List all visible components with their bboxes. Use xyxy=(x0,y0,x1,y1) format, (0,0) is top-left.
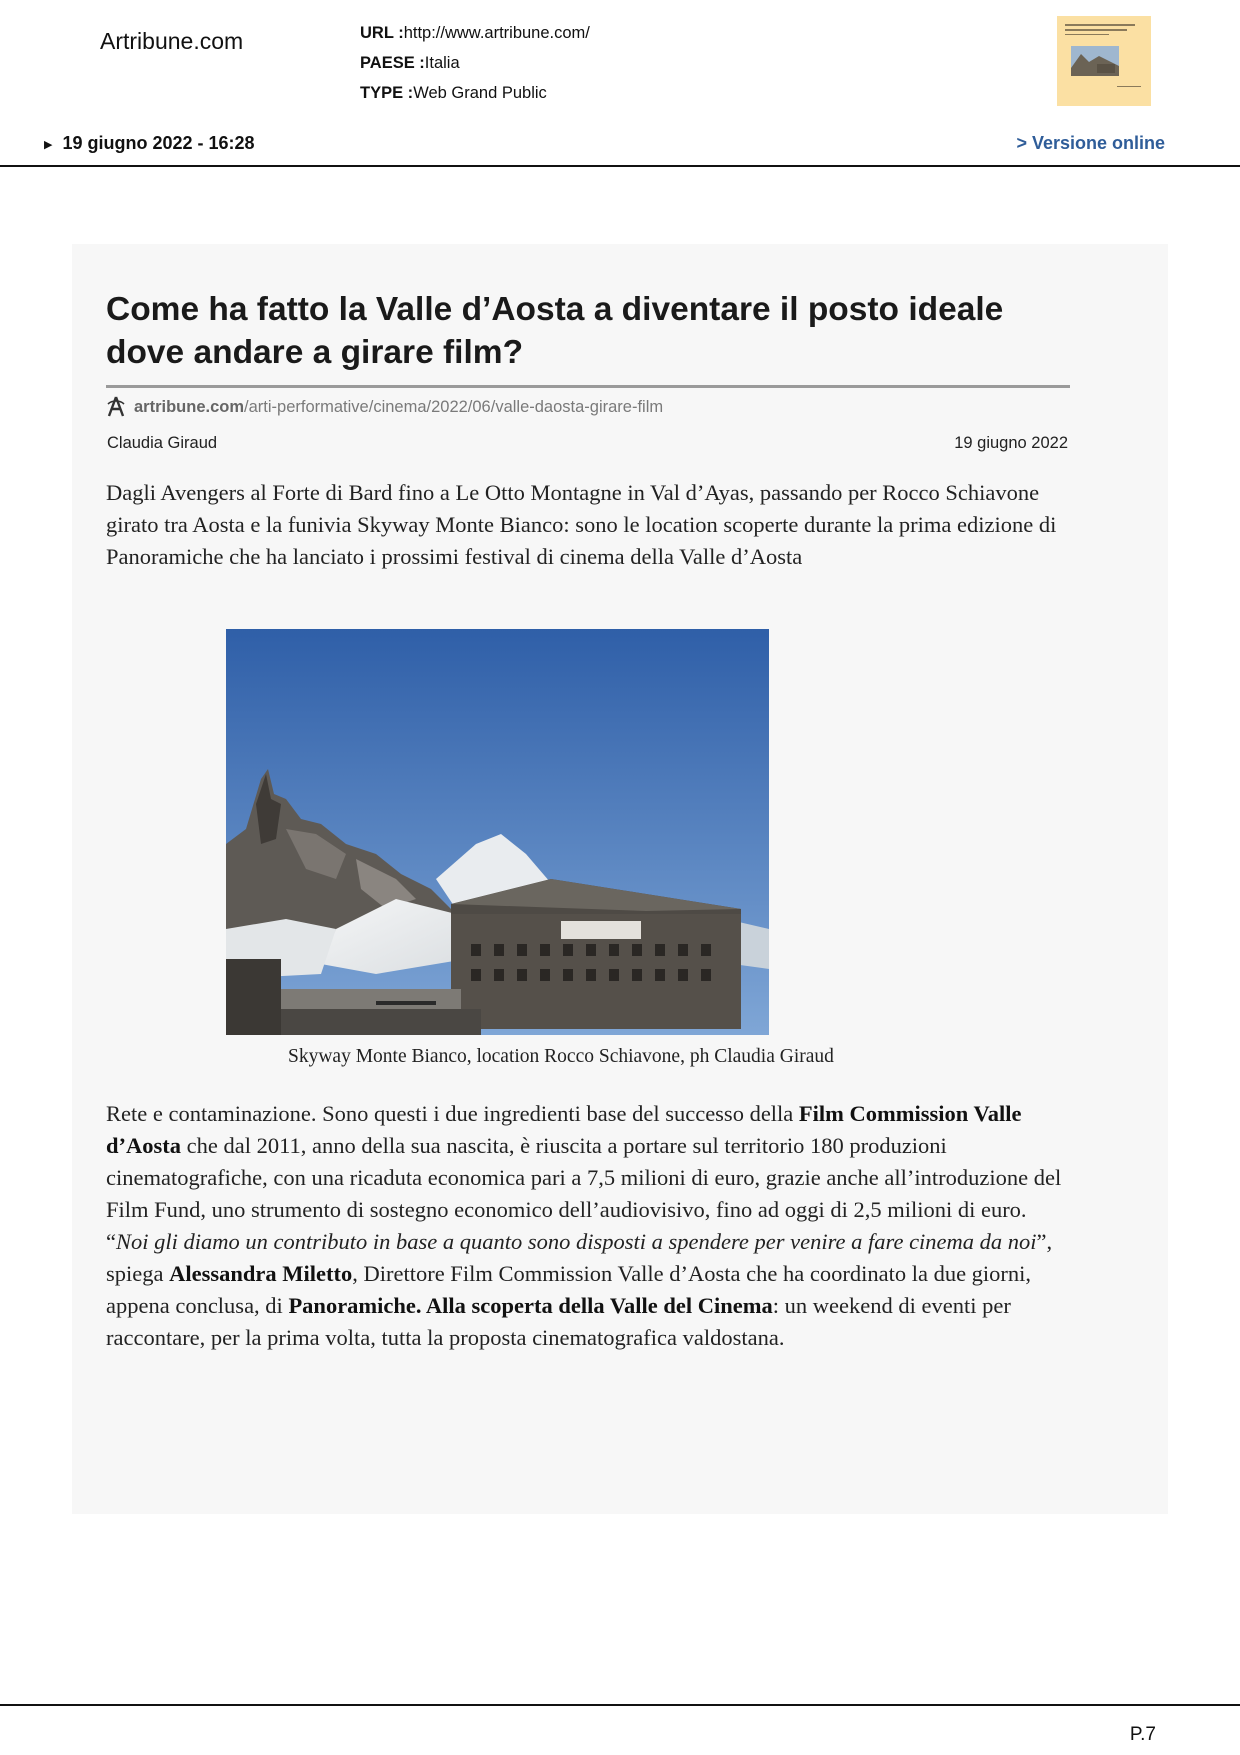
footer-divider xyxy=(0,1704,1240,1706)
page-thumbnail[interactable] xyxy=(1057,16,1151,106)
url-row xyxy=(360,18,590,48)
article-body xyxy=(106,1098,1066,1354)
artribune-logo-icon xyxy=(106,396,126,418)
type-value: Web Grand Public xyxy=(413,84,547,102)
article-title: Come ha fatto la Valle d’Aosta a diventare il posto ideale dove andare a girare film? xyxy=(106,291,1004,371)
photo-caption: Skyway Monte Bianco, location Rocco Schiavone, ph Claudia Giraud xyxy=(288,1046,834,1067)
source-path: /arti-performative/cinema/2022/06/valle-daosta-girare-film xyxy=(244,397,664,416)
body-part-3: ”, spiega xyxy=(106,1229,1053,1286)
article-lead: Dagli Avengers al Forte di Bard fino a Le Otto Montagne in Val d’Ayas, passando per Rocco Schiavone girato tra Aosta e la funivia Skyway Monte Bianco: sono le location scoperte durante la prima edizione di Panoramiche che ha lanciato i prossimi festival di cinema della Valle d’Aosta xyxy=(106,480,1057,569)
body-bold-miletto: Alessandra Miletto xyxy=(169,1261,353,1286)
url-value[interactable]: http://www.artribune.com/ xyxy=(403,24,590,42)
site-name: Artribune.com xyxy=(100,28,244,54)
article-photo xyxy=(226,629,769,1035)
body-part-1: Rete e contaminazione. Sono questi i due ingredienti base del successo della xyxy=(106,1101,799,1126)
body-part-2: che dal 2011, anno della sua nascita, è riuscita a portare sul territorio 180 produzioni cinematografiche, con una ricaduta economica pari a 7,5 milioni di euro, grazie anche all’introduzione del Film Fund, uno strumento di sostegno economico dell’audiovisivo, fino ad oggi di 2,5 milioni di euro. “ xyxy=(106,1133,1062,1254)
article-author: Claudia Giraud xyxy=(107,434,218,452)
play-triangle-icon: ▶ xyxy=(44,139,53,151)
body-part-5: : un weekend di eventi per raccontare, per la prima volta, tutta la proposta cinematografica valdostana. xyxy=(106,1293,1011,1350)
page-number: P.7 xyxy=(1129,1724,1156,1745)
title-divider xyxy=(106,385,1070,388)
source-url[interactable] xyxy=(106,396,663,418)
source-metadata xyxy=(360,18,590,108)
article-date: 19 giugno 2022 xyxy=(954,434,1068,452)
datetime-text: 19 giugno 2022 - 16:28 xyxy=(62,133,255,153)
source-host: artribune.com xyxy=(134,397,245,416)
clipping-datetime xyxy=(44,133,255,154)
body-part-4: , Direttore Film Commission Valle d’Aosta che ha coordinato la due giorni, appena conclusa, di xyxy=(106,1261,1032,1318)
online-version-link[interactable]: > Versione online xyxy=(1016,133,1165,153)
country-value: Italia xyxy=(424,54,460,72)
header-divider xyxy=(0,165,1240,167)
type-row xyxy=(360,78,590,108)
country-label: PAESE : xyxy=(360,54,425,72)
type-label: TYPE : xyxy=(360,84,414,102)
body-bold-film-commission: Film Commission Valle d’Aosta xyxy=(106,1101,1022,1158)
body-bold-panoramiche: Panoramiche. Alla scoperta della Valle del Cinema xyxy=(288,1293,773,1318)
body-quote: Noi gli diamo un contributo in base a quanto sono disposti a spendere per venire a fare cinema da noi xyxy=(116,1229,1037,1254)
country-row xyxy=(360,48,590,78)
url-label: URL : xyxy=(360,24,404,42)
